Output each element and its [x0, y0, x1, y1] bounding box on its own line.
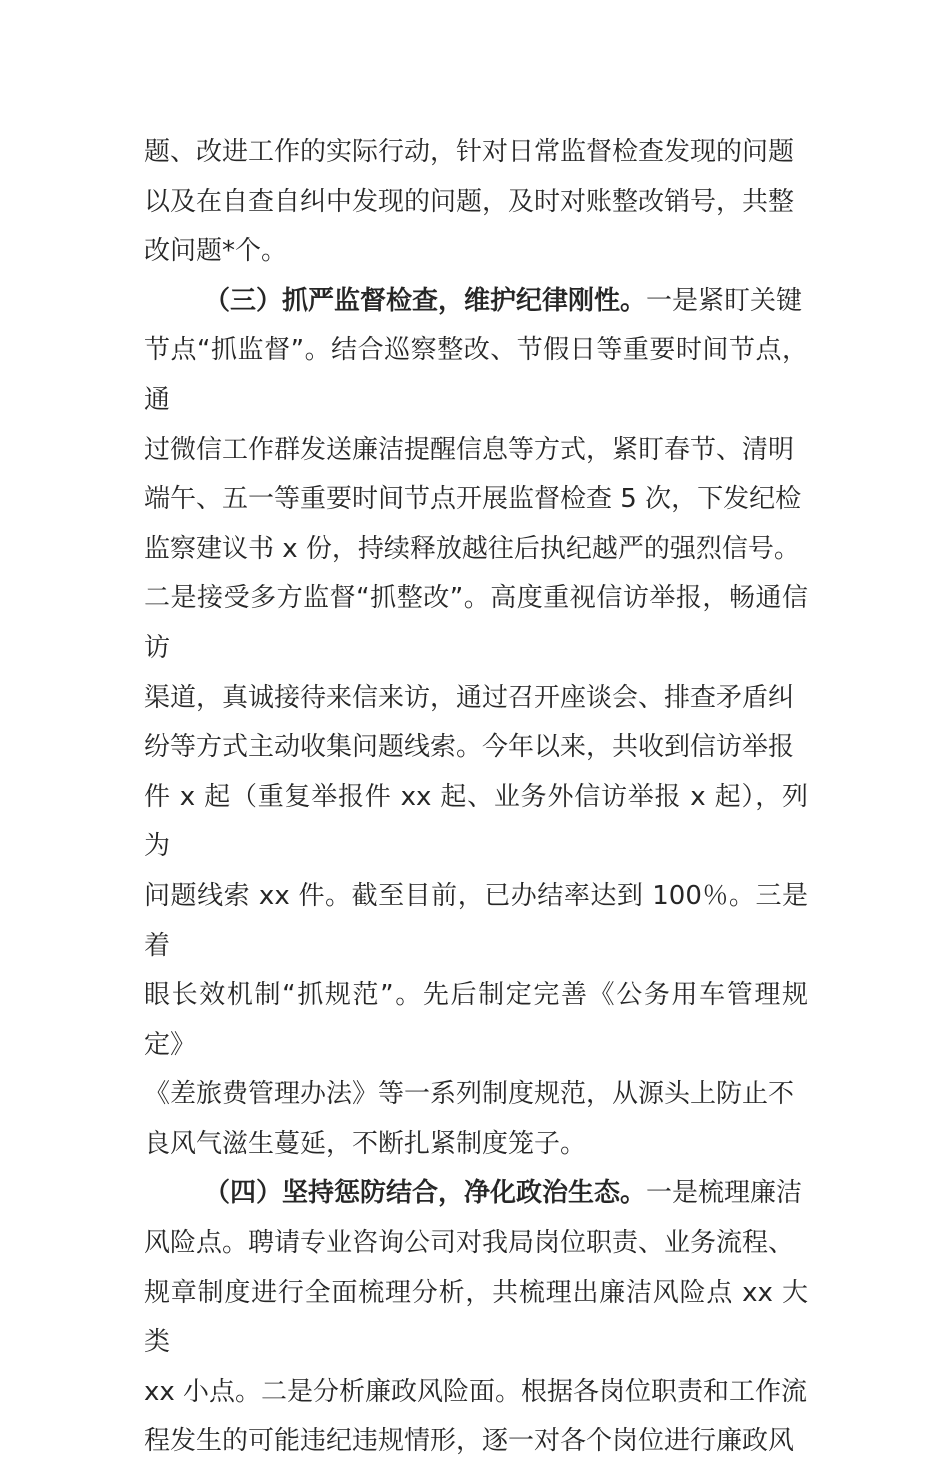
text-line: 良风气滋生蔓延，不断扎紧制度笼子。	[144, 1128, 587, 1159]
text-line: 一是梳理廉洁	[646, 1178, 803, 1209]
text-line: xx 小点。二是分析廉政风险面。根据各岗位职责和工作流	[144, 1376, 808, 1407]
text-line: 改问题*个。	[144, 236, 288, 267]
text-line: 节点“抓监督”。结合巡察整改、节假日等重要时间节点，通	[144, 335, 808, 415]
text-line: 件 x 起（重复举报件 xx 起、业务外信访举报 x 起），列为	[144, 781, 808, 862]
paragraph-section-four	[144, 1169, 808, 1467]
section-heading-three: （三）抓严监督检查，维护纪律刚性。	[204, 285, 647, 316]
text-line: 风险点。聘请专业咨询公司对我局岗位职责、业务流程、	[144, 1228, 795, 1259]
text-line: 问题线索 xx 件。截至目前，已办结率达到 100％。三是着	[144, 880, 808, 961]
text-line: 纷等方式主动收集问题线索。今年以来，共收到信访举报	[144, 732, 795, 763]
text-line: 二是接受多方监督“抓整改”。高度重视信访举报，畅通信访	[144, 583, 808, 663]
text-line: 端午、五一等重要时间节点开展监督检查 5 次，下发纪检	[144, 484, 802, 515]
text-line: 《差旅费管理办法》等一系列制度规范，从源头上防止不	[144, 1079, 795, 1110]
text-line: 程发生的可能违纪违规情形，逐一对各个岗位进行廉政风	[144, 1426, 795, 1457]
paragraph-section-three	[144, 277, 808, 1170]
text-line: 监察建议书 x 份，持续释放越往后执纪越严的强烈信号。	[144, 533, 800, 564]
text-line: 一是紧盯关键	[646, 285, 803, 316]
text-line: 眼长效机制“抓规范”。先后制定完善《公务用车管理规定》	[144, 980, 808, 1060]
text-line: 以及在自查自纠中发现的问题，及时对账整改销号，共整	[144, 186, 795, 217]
document-body	[144, 128, 808, 1467]
text-line: 渠道，真诚接待来信来访，通过召开座谈会、排查矛盾纠	[144, 682, 795, 713]
section-heading-four: （四）坚持惩防结合，净化政治生态。	[204, 1178, 647, 1209]
text-line: 规章制度进行全面梳理分析，共梳理出廉洁风险点 xx 大类	[144, 1277, 808, 1358]
paragraph-continuation	[144, 128, 808, 277]
text-line: 题、改进工作的实际行动，针对日常监督检查发现的问题	[144, 137, 795, 167]
text-line: 过微信工作群发送廉洁提醒信息等方式，紧盯春节、清明	[144, 434, 795, 465]
